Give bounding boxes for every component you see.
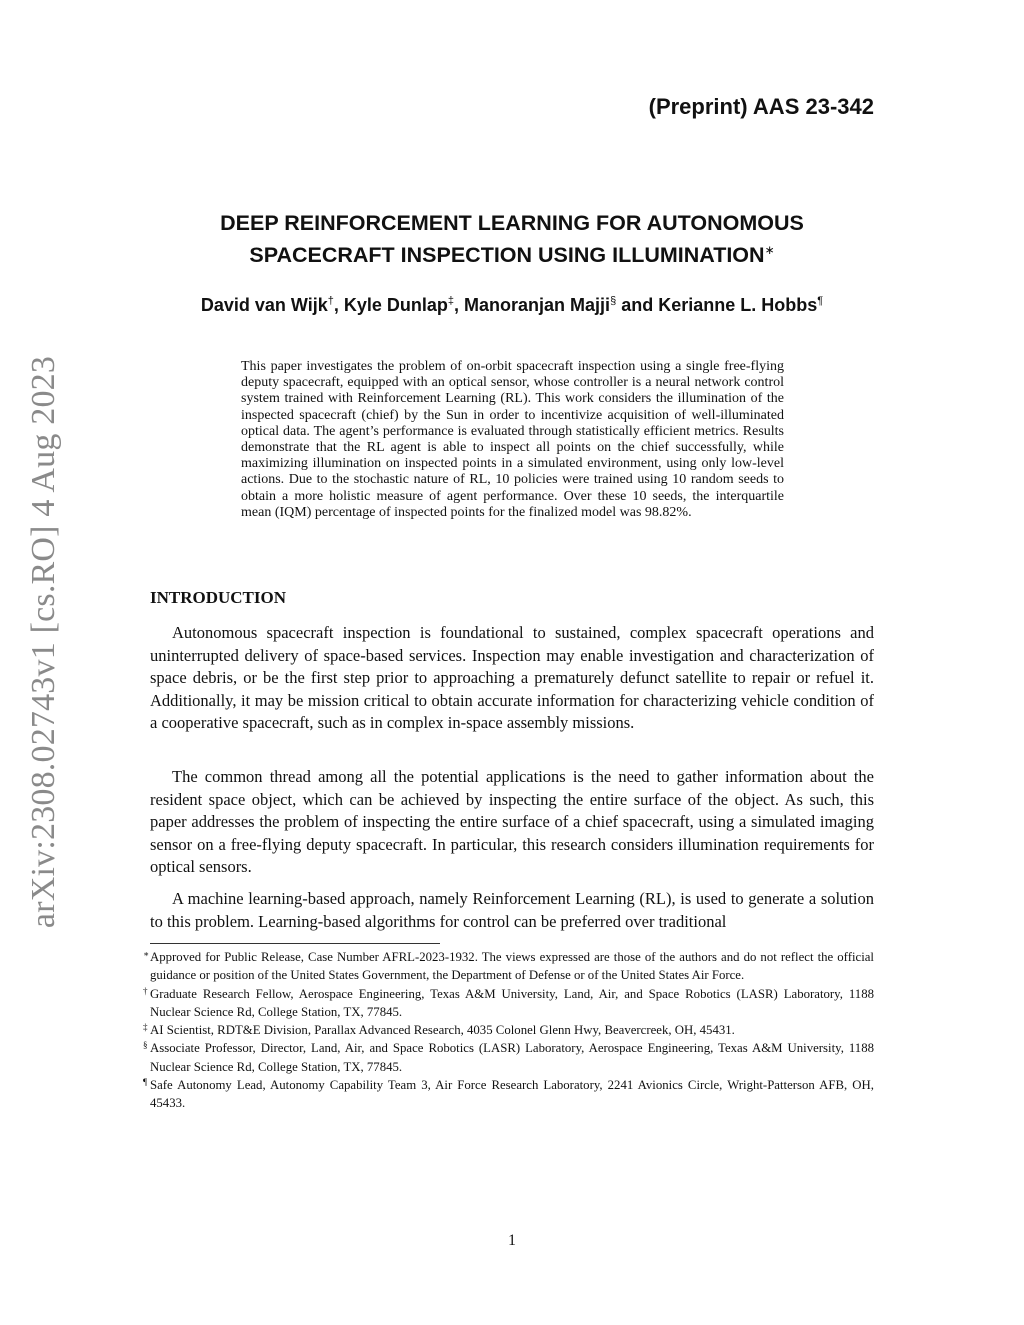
author-name: Manoranjan Majji [464,295,611,315]
footnote-text: Approved for Public Release, Case Number AFRL-2023-1932. The views expressed are those of the authors and do not reflect the official guidance or position of the United States Government, the Department of Defense or of the United States Air Force. [150,950,874,983]
footnote-mark: ∗ [143,949,150,959]
footnote [143,948,874,985]
introduction-paragraph: Autonomous spacecraft inspection is foundational to sustained, complex spacecraft operations and uninterrupted delivery of space-based services. Inspection may enable investigation and characterization of space debris, or be the first step prior to approaching a prematurely defunct satellite to repair or refuel it. Additionally, it may be mission critical to obtain accurate information for characterizing vehicle condition of a cooperative spacecraft, such as in complex in-space assembly missions. [150,623,874,733]
footnote [143,985,874,1022]
footnote-text: Safe Autonomy Lead, Autonomy Capability Team 3, Air Force Research Laboratory, 2241 Avionics Circle, Wright-Patterson AFB, OH, 45433. [150,1078,874,1111]
footnotes [143,948,874,1113]
abstract: This paper investigates the problem of on-orbit spacecraft inspection using a single free-flying deputy spacecraft, equipped with an optical sensor, whose controller is a neural network control system trained with Reinforcement Learning (RL). This work considers the illumination of the inspected spacecraft (chief) by the Sun in order to incentivize acquisition of well-illuminated optical data. The agent’s performance is evaluated through statistically efficient metrics. Results demonstrate that the RL agent is able to inspect all points on the chief successfully, while maximizing illumination on inspected points in a simulated environment, using only low-level actions. Due to the stochastic nature of RL, 10 policies were trained using 10 random seeds to obtain a more holistic measure of agent performance. Over these 10 seeds, the interquartile mean (IQM) percentage of inspected points for the finalized model was 98.82%. [241,359,784,520]
footnote [143,1039,874,1076]
author-name: David van Wijk [200,295,328,315]
author-separator: , [454,295,465,315]
arxiv-identifier-stamp: arXiv:2308.02743v1 [cs.RO] 4 Aug 2023 [25,355,62,929]
title-footnote-mark: ∗ [764,243,775,257]
footnote-text: Graduate Research Fellow, Aerospace Engineering, Texas A&M University, Land, Air, and Space Robotics (LASR) Laboratory, 1188 Nuclear Science Rd, College Station, TX, 77845. [150,986,874,1019]
author-name: Kyle Dunlap [343,295,448,315]
author-footnote-mark: † [327,295,334,307]
footnote-mark: † [143,985,148,996]
footnote-divider [150,943,440,944]
footnote-mark: § [143,1040,148,1051]
introduction-paragraph: The common thread among all the potential applications is the need to gather information about the resident space object, which can be achieved by inspecting the entire surface of the object. As such, this paper addresses the problem of inspecting the entire surface of a chief spacecraft, using a simulated imaging sensor on a free-flying deputy spacecraft. In particular, this research considers illumination requirements for optical sensors. [150,767,874,877]
footnote-text: AI Scientist, RDT&E Division, Parallax Advanced Research, 4035 Colonel Glenn Hwy, Beavercreek, OH, 45431. [150,1023,735,1038]
footnote-text: Associate Professor, Director, Land, Air, and Space Robotics (LASR) Laboratory, Aerospace Engineering, Texas A&M University, 1188 Nuclear Science Rd, College Station, TX, 77845. [150,1041,874,1074]
introduction-paragraph: A machine learning-based approach, namely Reinforcement Learning (RL), is used to generate a solution to this problem. Learning-based algorithms for control can be preferred over traditional [150,889,874,931]
page-number: 1 [508,1232,516,1249]
title-line-2 [150,237,874,269]
section-heading-introduction: INTRODUCTION [150,588,287,607]
footnote [143,1076,874,1113]
preprint-label: (Preprint) AAS 23-342 [648,94,874,119]
title-line-2-text: SPACECRAFT INSPECTION USING ILLUMINATION [249,243,765,267]
author-footnote-mark: ‡ [447,295,455,307]
paper-title [150,210,874,269]
footnote-mark: ‡ [143,1022,148,1033]
author-footnote-mark: § [610,295,617,307]
author-list [150,295,874,316]
footnote-mark: ¶ [143,1077,148,1088]
author-footnote-mark: ¶ [817,295,824,307]
footnote [143,1021,874,1039]
author-name: Kerianne L. Hobbs [658,295,818,315]
author-separator: , [333,295,344,315]
author-separator: and [616,295,659,315]
title-line-1: DEEP REINFORCEMENT LEARNING FOR AUTONOMOUS [220,211,804,235]
